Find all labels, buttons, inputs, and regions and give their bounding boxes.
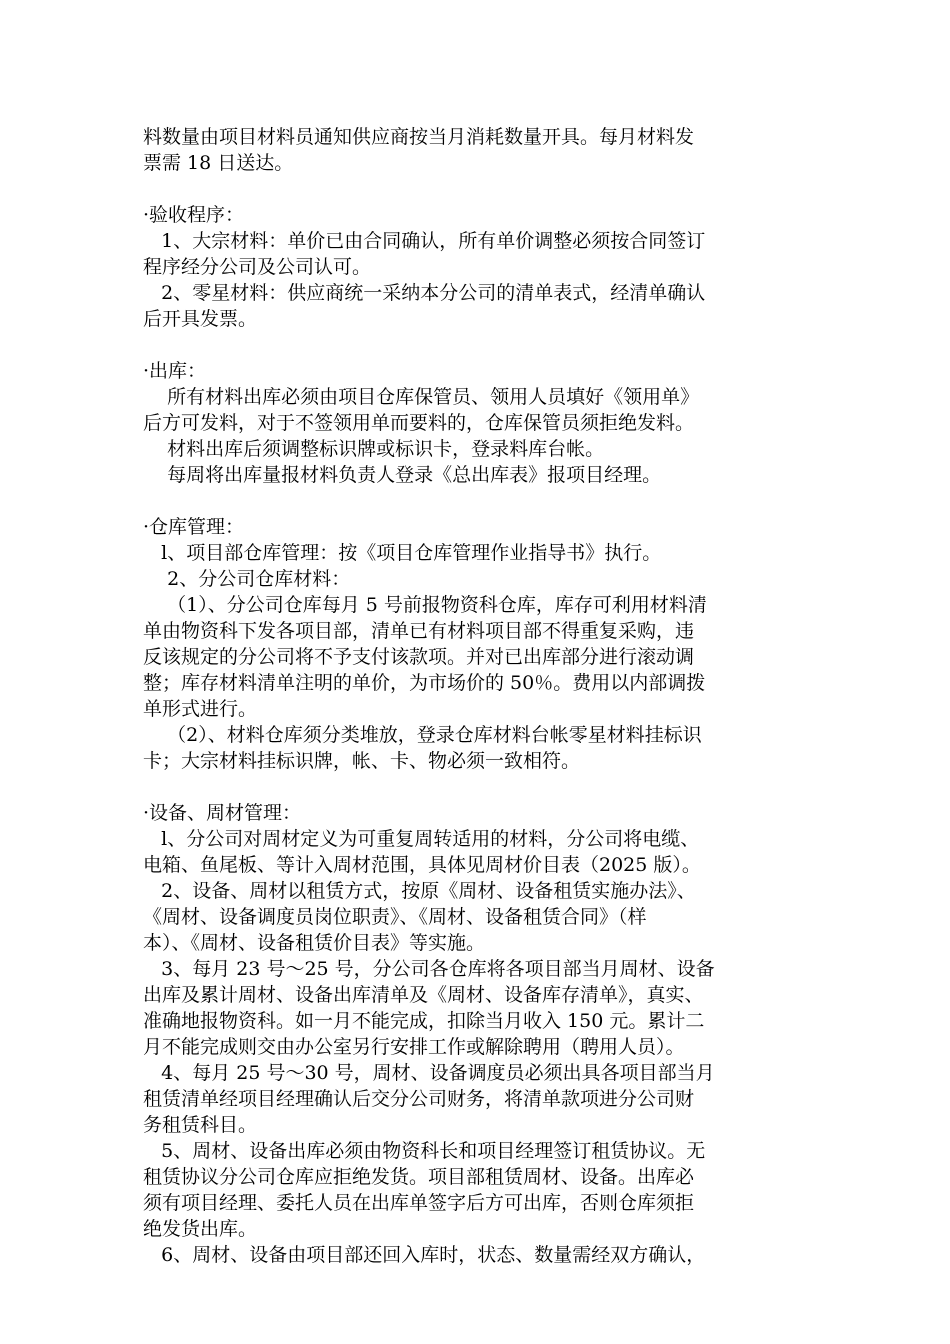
text-line: 票需 18 日送达。	[143, 152, 294, 174]
blank-line	[143, 774, 813, 800]
text-line: 租赁协议分公司仓库应拒绝发货。项目部租赁周材、设备。出库必	[143, 1166, 695, 1188]
text-line: 出库及累计周材、设备出库清单及《周材、设备库存清单》，真实、	[143, 984, 704, 1006]
section-heading: ·仓库管理：	[143, 516, 245, 538]
text-line: 整；库存材料清单注明的单价，为市场价的 50％。费用以内部调拨	[143, 672, 706, 694]
text-line: 2、零星材料：供应商统一采纳本分公司的清单表式，经清单确认	[143, 282, 706, 304]
text-line: 反该规定的分公司将不予支付该款项。并对已出库部分进行滚动调	[143, 646, 695, 668]
section-heading: ·验收程序：	[143, 204, 245, 226]
text-line: 程序经分公司及公司认可。	[143, 256, 372, 278]
text-line: l、分公司对周材定义为可重复周转适用的材料，分公司将电缆、	[143, 828, 700, 850]
text-line: 单形式进行。	[143, 698, 258, 720]
document-body	[143, 124, 813, 1268]
blank-line	[143, 488, 813, 514]
text-line: 本）、《周材、设备租赁价目表》等实施。	[143, 932, 486, 954]
blank-line	[143, 332, 813, 358]
text-line: 单由物资科下发各项目部，清单已有材料项目部不得重复采购，违	[143, 620, 695, 642]
text-line: 须有项目经理、委托人员在出库单签字后方可出库，否则仓库须拒	[143, 1192, 695, 1214]
text-line: 绝发货出库。	[143, 1218, 258, 1240]
text-line: l、项目部仓库管理：按《项目仓库管理作业指导书》执行。	[143, 542, 662, 564]
text-line: （2）、材料仓库须分类堆放，登录仓库材料台帐零星材料挂标识	[143, 724, 702, 746]
text-line: 后方可发料，对于不签领用单而要料的，仓库保管员须拒绝发料。	[143, 412, 695, 434]
text-line: 材料出库后须调整标识牌或标识卡，登录料库台帐。	[143, 438, 605, 460]
text-line: 后开具发票。	[143, 308, 258, 330]
text-line: 月不能完成则交由办公室另行安排工作或解除聘用（聘用人员）。	[143, 1036, 685, 1058]
text-line: 卡；大宗材料挂标识牌，帐、卡、物必须一致相符。	[143, 750, 581, 772]
text-line: 务租赁科目。	[143, 1114, 258, 1136]
text-line: 4、每月 25 号～30 号，周材、设备调度员必须出具各项目部当月	[143, 1062, 715, 1084]
blank-line	[143, 176, 813, 202]
text-line: 准确地报物资科。如一月不能完成，扣除当月收入 150 元。累计二	[143, 1010, 705, 1032]
text-line: 2、设备、周材以租赁方式，按原《周材、设备租赁实施办法》、	[143, 880, 696, 902]
text-line: 料数量由项目材料员通知供应商按当月消耗数量开具。每月材料发	[143, 126, 695, 148]
section-heading: ·出库：	[143, 360, 207, 382]
text-line: 《周材、设备调度员岗位职责》、《周材、设备租赁合同》（样	[143, 906, 647, 928]
text-line: 2、分公司仓库材料：	[143, 568, 351, 590]
text-line: 1、大宗材料：单价已由合同确认，所有单价调整必须按合同签订	[143, 230, 706, 252]
text-line: （1）、分公司仓库每月 5 号前报物资科仓库，库存可利用材料清	[143, 594, 707, 616]
text-line: 5、周材、设备出库必须由物资科长和项目经理签订租赁协议。无	[143, 1140, 706, 1162]
section-heading: ·设备、周材管理：	[143, 802, 302, 824]
text-line: 3、每月 23 号～25 号，分公司各仓库将各项目部当月周材、设备	[143, 958, 715, 980]
text-line: 每周将出库量报材料负责人登录《总出库表》报项目经理。	[143, 464, 662, 486]
text-line: 电箱、鱼尾板、等计入周材范围，具体见周材价目表（2025 版）。	[143, 854, 701, 876]
text-line: 6、周材、设备由项目部还回入库时，状态、数量需经双方确认，	[143, 1244, 706, 1266]
text-line: 所有材料出库必须由项目仓库保管员、领用人员填好《领用单》	[143, 386, 700, 408]
text-line: 租赁清单经项目经理确认后交分公司财务，将清单款项进分公司财	[143, 1088, 695, 1110]
